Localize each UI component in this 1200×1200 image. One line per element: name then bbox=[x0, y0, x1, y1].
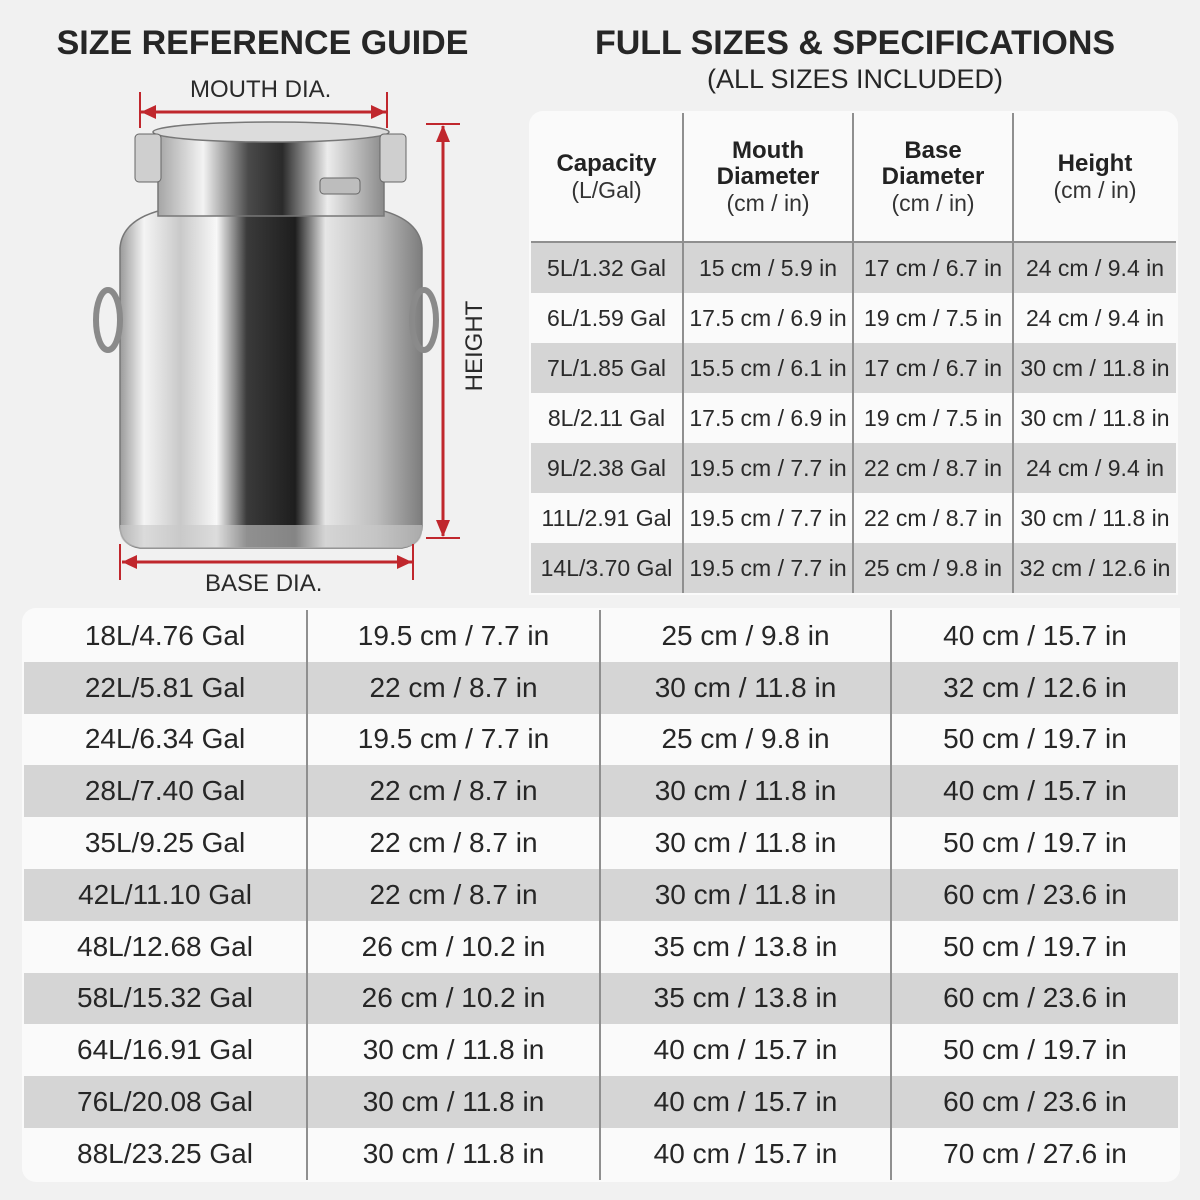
mouth-cell: 30 cm / 11.8 in bbox=[307, 1128, 600, 1181]
capacity-cell: 6L/1.59 Gal bbox=[530, 293, 683, 343]
mouth-cell: 30 cm / 11.8 in bbox=[307, 1076, 600, 1128]
specs-table-large bbox=[22, 608, 1180, 1182]
table-row bbox=[23, 817, 1179, 869]
base-cell: 30 cm / 11.8 in bbox=[600, 662, 891, 714]
capacity-cell: 88L/23.25 Gal bbox=[23, 1128, 307, 1181]
mouth-cell: 30 cm / 11.8 in bbox=[307, 1024, 600, 1076]
milk-can-illustration bbox=[40, 70, 520, 610]
specs-subtitle: (ALL SIZES INCLUDED) bbox=[706, 64, 1004, 94]
height-cell: 30 cm / 11.8 in bbox=[1013, 493, 1177, 543]
mouth-cell: 15 cm / 5.9 in bbox=[683, 242, 853, 293]
table-row bbox=[530, 293, 1177, 343]
capacity-cell: 14L/3.70 Gal bbox=[530, 543, 683, 594]
capacity-cell: 18L/4.76 Gal bbox=[23, 609, 307, 662]
table-row bbox=[23, 869, 1179, 921]
header-capacity: Capacity (L/Gal) bbox=[530, 112, 683, 242]
capacity-cell: 7L/1.85 Gal bbox=[530, 343, 683, 393]
mouth-cell: 19.5 cm / 7.7 in bbox=[683, 543, 853, 594]
base-cell: 30 cm / 11.8 in bbox=[600, 817, 891, 869]
header-mouth-diameter: Mouth Diameter (cm / in) bbox=[683, 112, 853, 242]
mouth-cell: 15.5 cm / 6.1 in bbox=[683, 343, 853, 393]
height-cell: 30 cm / 11.8 in bbox=[1013, 393, 1177, 443]
table-row bbox=[530, 242, 1177, 293]
capacity-cell: 58L/15.32 Gal bbox=[23, 973, 307, 1025]
height-cell: 24 cm / 9.4 in bbox=[1013, 443, 1177, 493]
capacity-cell: 42L/11.10 Gal bbox=[23, 869, 307, 921]
capacity-cell: 11L/2.91 Gal bbox=[530, 493, 683, 543]
mouth-cell: 19.5 cm / 7.7 in bbox=[683, 443, 853, 493]
base-cell: 19 cm / 7.5 in bbox=[853, 393, 1013, 443]
base-cell: 35 cm / 13.8 in bbox=[600, 921, 891, 973]
capacity-cell: 22L/5.81 Gal bbox=[23, 662, 307, 714]
specs-table-small bbox=[529, 111, 1178, 595]
table-row bbox=[23, 714, 1179, 766]
height-cell: 24 cm / 9.4 in bbox=[1013, 242, 1177, 293]
base-cell: 17 cm / 6.7 in bbox=[853, 343, 1013, 393]
capacity-cell: 76L/20.08 Gal bbox=[23, 1076, 307, 1128]
height-cell: 60 cm / 23.6 in bbox=[891, 973, 1179, 1025]
mouth-cell: 17.5 cm / 6.9 in bbox=[683, 293, 853, 343]
capacity-cell: 9L/2.38 Gal bbox=[530, 443, 683, 493]
height-cell: 40 cm / 15.7 in bbox=[891, 609, 1179, 662]
specs-header-row bbox=[530, 112, 1177, 242]
capacity-cell: 28L/7.40 Gal bbox=[23, 765, 307, 817]
base-cell: 19 cm / 7.5 in bbox=[853, 293, 1013, 343]
table-row bbox=[23, 1024, 1179, 1076]
base-cell: 17 cm / 6.7 in bbox=[853, 242, 1013, 293]
base-cell: 40 cm / 15.7 in bbox=[600, 1128, 891, 1181]
mouth-cell: 19.5 cm / 7.7 in bbox=[307, 609, 600, 662]
capacity-cell: 5L/1.32 Gal bbox=[530, 242, 683, 293]
mouth-cell: 17.5 cm / 6.9 in bbox=[683, 393, 853, 443]
table-row bbox=[23, 609, 1179, 662]
base-cell: 22 cm / 8.7 in bbox=[853, 493, 1013, 543]
height-cell: 70 cm / 27.6 in bbox=[891, 1128, 1179, 1181]
height-cell: 24 cm / 9.4 in bbox=[1013, 293, 1177, 343]
table-row bbox=[530, 343, 1177, 393]
mouth-cell: 19.5 cm / 7.7 in bbox=[307, 714, 600, 766]
table-row bbox=[23, 1128, 1179, 1181]
height-cell: 60 cm / 23.6 in bbox=[891, 1076, 1179, 1128]
base-diameter-label: BASE DIA. bbox=[205, 570, 323, 597]
header-base-diameter: Base Diameter (cm / in) bbox=[853, 112, 1013, 242]
mouth-cell: 22 cm / 8.7 in bbox=[307, 869, 600, 921]
height-cell: 40 cm / 15.7 in bbox=[891, 765, 1179, 817]
base-cell: 22 cm / 8.7 in bbox=[853, 443, 1013, 493]
height-cell: 32 cm / 12.6 in bbox=[891, 662, 1179, 714]
height-cell: 32 cm / 12.6 in bbox=[1013, 543, 1177, 594]
table-row bbox=[530, 493, 1177, 543]
base-cell: 35 cm / 13.8 in bbox=[600, 973, 891, 1025]
height-cell: 50 cm / 19.7 in bbox=[891, 817, 1179, 869]
height-cell: 30 cm / 11.8 in bbox=[1013, 343, 1177, 393]
table-row bbox=[23, 973, 1179, 1025]
table-row bbox=[23, 765, 1179, 817]
table-row bbox=[530, 543, 1177, 594]
table-row bbox=[23, 921, 1179, 973]
height-cell: 60 cm / 23.6 in bbox=[891, 869, 1179, 921]
base-cell: 25 cm / 9.8 in bbox=[600, 609, 891, 662]
height-arrow bbox=[426, 124, 460, 538]
header-height: Height (cm / in) bbox=[1013, 112, 1177, 242]
size-reference-diagram bbox=[40, 70, 520, 610]
mouth-cell: 26 cm / 10.2 in bbox=[307, 921, 600, 973]
table-row bbox=[530, 393, 1177, 443]
base-cell: 40 cm / 15.7 in bbox=[600, 1076, 891, 1128]
height-label: HEIGHT bbox=[461, 300, 488, 392]
capacity-cell: 35L/9.25 Gal bbox=[23, 817, 307, 869]
specs-title: FULL SIZES & SPECIFICATIONS bbox=[594, 24, 1116, 62]
base-cell: 30 cm / 11.8 in bbox=[600, 765, 891, 817]
mouth-diameter-label: MOUTH DIA. bbox=[190, 76, 332, 103]
capacity-cell: 48L/12.68 Gal bbox=[23, 921, 307, 973]
table-row bbox=[23, 662, 1179, 714]
table-row bbox=[23, 1076, 1179, 1128]
capacity-cell: 24L/6.34 Gal bbox=[23, 714, 307, 766]
size-guide-title: SIZE REFERENCE GUIDE bbox=[56, 24, 469, 62]
table-row bbox=[530, 443, 1177, 493]
base-cell: 25 cm / 9.8 in bbox=[853, 543, 1013, 594]
mouth-cell: 26 cm / 10.2 in bbox=[307, 973, 600, 1025]
height-cell: 50 cm / 19.7 in bbox=[891, 1024, 1179, 1076]
mouth-cell: 19.5 cm / 7.7 in bbox=[683, 493, 853, 543]
capacity-cell: 64L/16.91 Gal bbox=[23, 1024, 307, 1076]
capacity-cell: 8L/2.11 Gal bbox=[530, 393, 683, 443]
height-cell: 50 cm / 19.7 in bbox=[891, 714, 1179, 766]
mouth-cell: 22 cm / 8.7 in bbox=[307, 662, 600, 714]
mouth-cell: 22 cm / 8.7 in bbox=[307, 817, 600, 869]
height-cell: 50 cm / 19.7 in bbox=[891, 921, 1179, 973]
base-cell: 30 cm / 11.8 in bbox=[600, 869, 891, 921]
base-cell: 25 cm / 9.8 in bbox=[600, 714, 891, 766]
mouth-cell: 22 cm / 8.7 in bbox=[307, 765, 600, 817]
base-cell: 40 cm / 15.7 in bbox=[600, 1024, 891, 1076]
